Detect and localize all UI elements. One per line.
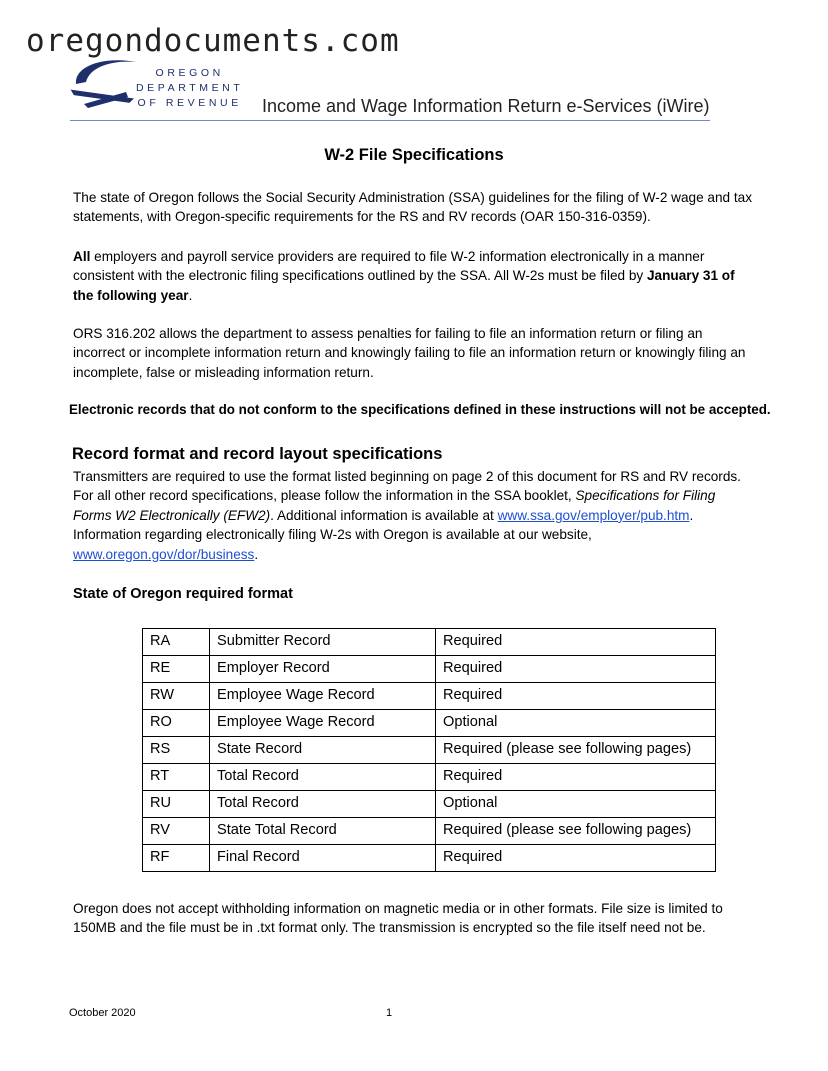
record-code: RF bbox=[143, 845, 210, 872]
table-row bbox=[143, 629, 716, 656]
table-row bbox=[143, 764, 716, 791]
table-row bbox=[143, 791, 716, 818]
record-status: Required bbox=[436, 683, 716, 710]
record-status: Required (please see following pages) bbox=[436, 737, 716, 764]
document-title: W-2 File Specifications bbox=[324, 146, 504, 164]
site-watermark: oregondocuments.com bbox=[26, 23, 400, 59]
logo-line-1: OREGON bbox=[155, 67, 224, 79]
header-divider bbox=[70, 120, 710, 121]
filing-text-2: . bbox=[188, 287, 193, 303]
record-status: Optional bbox=[436, 710, 716, 737]
record-name: Submitter Record bbox=[210, 629, 436, 656]
record-code: RE bbox=[143, 656, 210, 683]
logo-line-3: OF REVENUE bbox=[137, 97, 242, 109]
filing-text-1: employers and payroll service providers are required to file W-2 information electronically in a manner consistent with the electronic filing specifications outlined by the SSA. All W-2s must be filed by bbox=[73, 249, 705, 284]
table-row bbox=[143, 710, 716, 737]
record-code: RS bbox=[143, 737, 210, 764]
record-code: RU bbox=[143, 791, 210, 818]
section-heading: Record format and record layout specifications bbox=[72, 445, 443, 463]
record-name: Total Record bbox=[210, 791, 436, 818]
table-row bbox=[143, 683, 716, 710]
record-name: State Record bbox=[210, 737, 436, 764]
record-name: Employer Record bbox=[210, 656, 436, 683]
media-paragraph: Oregon does not accept withholding information on magnetic media or in other formats. File size is limited to 150MB and the file must be in .txt format only. The transmission is encrypted so the file itself need not be. bbox=[73, 901, 723, 936]
nonconformance-warning: Electronic records that do not conform to the specifications defined in these instructions will not be accepted. bbox=[69, 402, 771, 417]
record-status: Required bbox=[436, 764, 716, 791]
format-text-2: . Additional information is available at bbox=[270, 507, 498, 523]
record-code: RT bbox=[143, 764, 210, 791]
record-status: Required bbox=[436, 845, 716, 872]
record-status: Optional bbox=[436, 791, 716, 818]
record-code: RA bbox=[143, 629, 210, 656]
filing-requirement-paragraph bbox=[73, 247, 753, 305]
record-code: RW bbox=[143, 683, 210, 710]
oregon-dor-link[interactable]: www.oregon.gov/dor/business bbox=[73, 546, 255, 562]
record-code: RO bbox=[143, 710, 210, 737]
record-name: State Total Record bbox=[210, 818, 436, 845]
record-format-table bbox=[142, 628, 716, 872]
format-text-3: . Information regarding electronically filing W-2s with Oregon is available at our website, bbox=[73, 507, 694, 543]
header-title: Income and Wage Information Return e-Services (iWire) bbox=[262, 96, 710, 116]
efw2-booklet-title: Specifications for Filing Forms W2 Electronically (EFW2) bbox=[73, 488, 716, 523]
deadline-emphasis: January 31 of the following year bbox=[73, 268, 735, 303]
record-status: Required bbox=[436, 656, 716, 683]
record-code: RV bbox=[143, 818, 210, 845]
format-text-4: . bbox=[254, 546, 259, 562]
record-format-paragraph bbox=[73, 467, 753, 564]
intro-paragraph: The state of Oregon follows the Social Security Administration (SSA) guidelines for the filing of W-2 wage and tax statements, with Oregon-specific requirements for the RS and RV records (OAR 150-316-0359). bbox=[73, 190, 753, 225]
table-row bbox=[143, 818, 716, 845]
emphasis-all: All bbox=[73, 249, 91, 264]
table-row bbox=[143, 845, 716, 872]
record-status: Required (please see following pages) bbox=[436, 818, 716, 845]
record-status: Required bbox=[436, 629, 716, 656]
page-number: 1 bbox=[386, 1007, 393, 1019]
required-format-heading: State of Oregon required format bbox=[73, 586, 293, 602]
penalty-paragraph: ORS 316.202 allows the department to assess penalties for failing to file an information return or filing an incorrect or incomplete information return and knowingly failing to file an information return or knowingly filing an incomplete, false or misleading information return. bbox=[73, 326, 746, 380]
footer-date: October 2020 bbox=[69, 1007, 136, 1019]
ssa-link[interactable]: www.ssa.gov/employer/pub.htm bbox=[497, 507, 690, 523]
record-name: Total Record bbox=[210, 764, 436, 791]
record-name: Final Record bbox=[210, 845, 436, 872]
logo-wordmark bbox=[136, 66, 243, 111]
record-name: Employee Wage Record bbox=[210, 683, 436, 710]
table-row bbox=[143, 737, 716, 764]
table-row bbox=[143, 656, 716, 683]
record-name: Employee Wage Record bbox=[210, 710, 436, 737]
format-text-1: Transmitters are required to use the format listed beginning on page 2 of this document for RS and RV records. For all other record specifications, please follow the information in the SSA booklet, bbox=[73, 469, 741, 504]
logo-line-2: DEPARTMENT bbox=[136, 82, 244, 94]
